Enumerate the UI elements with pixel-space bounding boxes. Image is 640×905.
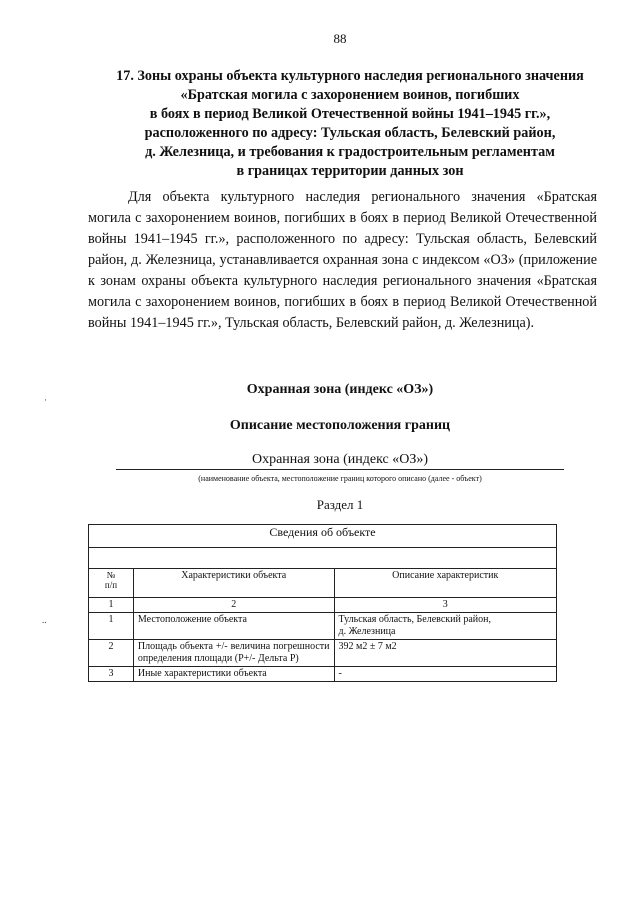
header-description: Описание характеристик (334, 569, 557, 598)
table-title: Сведения об объекте (89, 525, 557, 548)
heading-line: расположенного по адресу: Тульская область, Белевский район, (144, 125, 556, 141)
scan-mark: · (44, 395, 47, 405)
column-number: 2 (133, 598, 334, 613)
row-num: 3 (89, 667, 134, 682)
heading-line: в границах территории данных зон (236, 163, 464, 179)
table-row (89, 640, 557, 667)
header-num: № п/п (89, 569, 134, 598)
header-characteristics: Характеристики объекта (133, 569, 334, 598)
table-title-row (89, 525, 557, 548)
boundary-title: Описание местоположения границ (229, 418, 451, 433)
row-characteristic: Площадь объекта +/- величина погрешности определения площади (Р+/- Дельта Р) (133, 640, 334, 667)
page-number: 88 (333, 31, 347, 46)
row-characteristic: Местоположение объекта (133, 613, 334, 640)
zone-name-field: Охранная зона (индекс «ОЗ») (116, 452, 564, 470)
table-empty-row (89, 548, 557, 569)
heading-line: в боях в период Великой Отечественной войны 1941–1945 гг.», (149, 106, 551, 122)
table-row (89, 613, 557, 640)
table-empty-cell (89, 548, 557, 569)
column-number: 3 (334, 598, 557, 613)
row-num: 1 (89, 613, 134, 640)
zone-title: Охранная зона (индекс «ОЗ») (246, 382, 434, 397)
row-characteristic: Иные характеристики объекта (133, 667, 334, 682)
body-paragraph: Для объекта культурного наследия регионального значения «Братская могила с захоронением воинов, погибших в боях в период Великой Отечественной войны 1941–1945 гг.», расположенного по адресу: Тульская область, Белевский район, д. Железница, устанавливается охранная зона с индексом «ОЗ» (приложение к зонам охраны объекта культурного наследия регионального значения «Братская могила с захоронением воинов, погибших в боях в период Великой Отечественной войны 1941–1945 гг.», Тульская область, Белевский район, д. Железница). (88, 189, 597, 331)
scan-mark: .. (42, 615, 47, 625)
heading-line: 17. Зоны охраны объекта культурного наследия регионального значения (116, 68, 584, 84)
table-row (89, 667, 557, 682)
table-column-numbers-row (89, 598, 557, 613)
zone-name-caption: (наименование объекта, местоположение границ которого описано (далее - объект) (198, 474, 482, 483)
row-description: 392 м2 ± 7 м2 (334, 640, 557, 667)
object-info-table (88, 524, 557, 682)
row-description: Тульская область, Белевский район, д. Железница (334, 613, 557, 640)
section-heading (60, 67, 640, 181)
row-num: 2 (89, 640, 134, 667)
section-title: Раздел 1 (316, 497, 364, 512)
heading-line: «Братская могила с захоронением воинов, погибших (180, 87, 520, 103)
column-number: 1 (89, 598, 134, 613)
row-description: - (334, 667, 557, 682)
heading-line: д. Железница, и требования к градостроительным регламентам (145, 144, 555, 160)
table-header-row (89, 569, 557, 598)
